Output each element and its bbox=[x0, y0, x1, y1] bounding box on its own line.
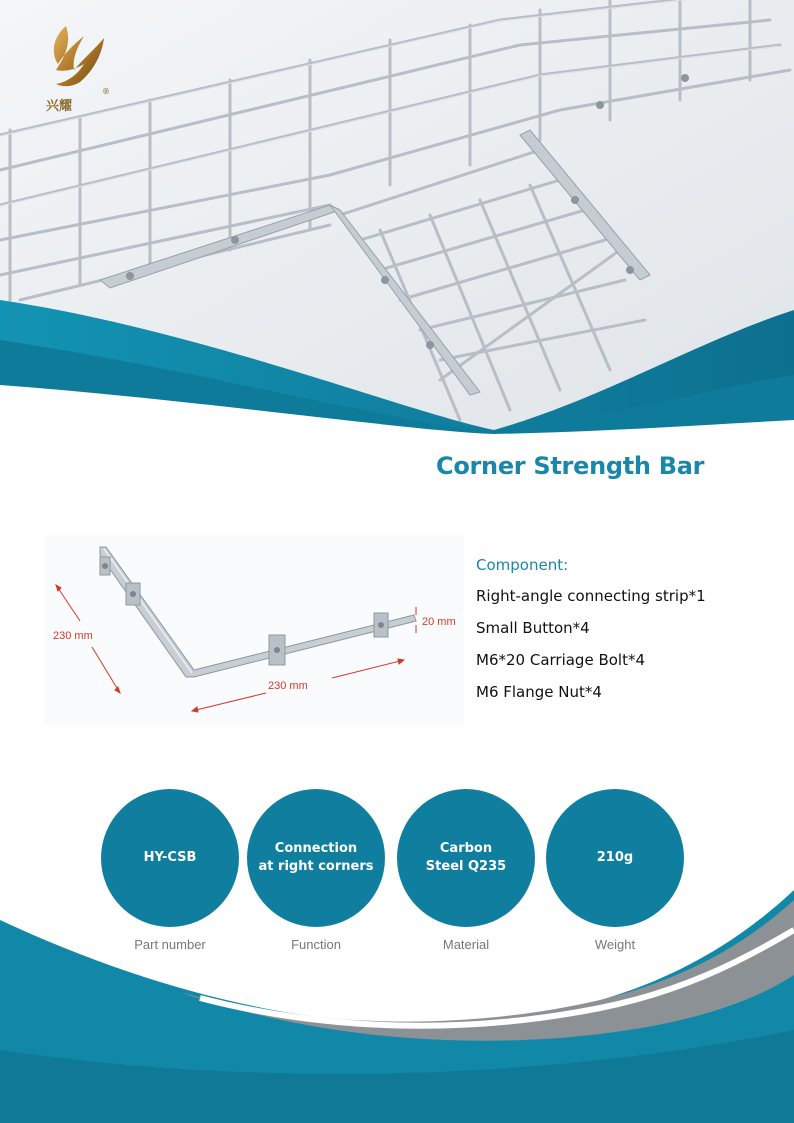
spec-function bbox=[247, 789, 385, 952]
spec-value: 210g bbox=[546, 789, 684, 927]
logo-text: 兴耀 bbox=[46, 99, 73, 114]
brand-logo bbox=[44, 18, 116, 114]
spec-label: Material bbox=[442, 937, 490, 952]
component-item: Small Button*4 bbox=[476, 619, 590, 637]
spec-part-number bbox=[101, 789, 239, 952]
dimension-left-label: 230 mm bbox=[53, 630, 93, 642]
component-item: M6 Flange Nut*4 bbox=[476, 683, 602, 701]
spec-label: Function bbox=[291, 937, 341, 952]
brand-logo-mark-icon bbox=[44, 18, 116, 114]
dimension-bottom-label: 230 mm bbox=[268, 680, 308, 692]
spec-value: Carbon Steel Q235 bbox=[397, 789, 535, 927]
spec-weight bbox=[546, 789, 684, 952]
component-item: M6*20 Carriage Bolt*4 bbox=[476, 651, 646, 669]
spec-label: Part number bbox=[134, 937, 206, 952]
component-list bbox=[476, 556, 706, 714]
registered-mark: ® bbox=[102, 87, 110, 96]
spec-value: HY-CSB bbox=[101, 789, 239, 927]
dimension-height-label: 20 mm bbox=[422, 616, 456, 628]
product-diagram bbox=[44, 535, 464, 725]
component-item: Right-angle connecting strip*1 bbox=[476, 587, 706, 605]
component-heading: Component: bbox=[476, 556, 569, 574]
hero-image bbox=[0, 0, 794, 440]
spec-value: Connection at right corners bbox=[247, 789, 385, 927]
spec-label: Weight bbox=[594, 937, 636, 952]
spec-material bbox=[397, 789, 535, 952]
page-title: Corner Strength Bar bbox=[436, 452, 705, 480]
corner-strength-bar-image bbox=[44, 535, 464, 725]
cable-tray-illustration bbox=[0, 0, 794, 440]
